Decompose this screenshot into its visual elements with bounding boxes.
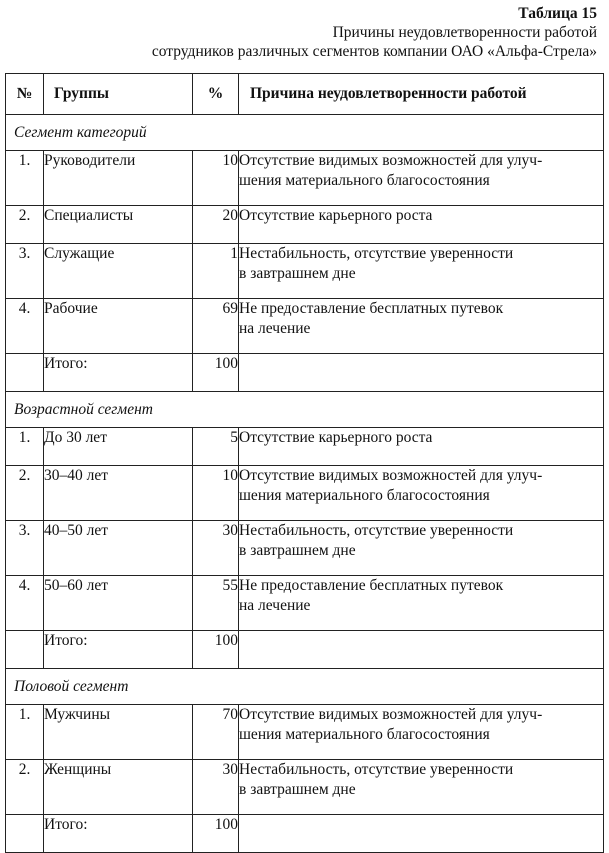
reason-line: Отсутствие видимых возможностей для улуч- (239, 467, 543, 484)
row-reason (239, 206, 604, 244)
row-number-empty (6, 631, 44, 669)
total-label: Итого: (44, 631, 193, 669)
row-number: 2. (6, 466, 44, 521)
header-percent: % (193, 74, 239, 115)
row-number: 3. (6, 521, 44, 576)
row-reason (239, 244, 604, 299)
header-groups: Группы (44, 74, 193, 115)
reason-line: шения материального благосостояния (239, 487, 490, 504)
row-group: 30–40 лет (44, 466, 193, 521)
row-reason (239, 760, 604, 815)
total-row (6, 354, 604, 392)
row-percent: 1 (193, 244, 239, 299)
total-value: 100 (193, 354, 239, 392)
total-value: 100 (193, 631, 239, 669)
reason-line: в завтрашнем дне (239, 781, 356, 798)
row-percent: 5 (193, 428, 239, 466)
row-reason (239, 466, 604, 521)
reason-line: Нестабильность, отсутствие уверенности (239, 522, 514, 539)
row-group: Рабочие (44, 299, 193, 354)
row-percent: 20 (193, 206, 239, 244)
dissatisfaction-table (5, 73, 604, 853)
row-reason (239, 576, 604, 631)
table-row (6, 299, 604, 354)
table-header-row (6, 74, 604, 115)
header-number: № (6, 74, 44, 115)
table-title-line-1: Причины неудовлетворенности работой (332, 24, 597, 41)
table-row (6, 428, 604, 466)
total-label: Итого: (44, 354, 193, 392)
reason-line: шения материального благосостояния (239, 726, 490, 743)
reason-line: в завтрашнем дне (239, 265, 356, 282)
row-reason (239, 151, 604, 206)
table-row (6, 576, 604, 631)
reason-line: в завтрашнем дне (239, 542, 356, 559)
row-group: Руководители (44, 151, 193, 206)
reason-line: Нестабильность, отсутствие уверенности (239, 761, 514, 778)
reason-line: шения материального благосостояния (239, 172, 490, 189)
row-reason-empty (239, 631, 604, 669)
reason-line: на лечение (239, 320, 311, 337)
row-reason (239, 521, 604, 576)
total-value: 100 (193, 815, 239, 853)
row-reason (239, 705, 604, 760)
row-group: До 30 лет (44, 428, 193, 466)
row-group: 40–50 лет (44, 521, 193, 576)
row-percent: 30 (193, 521, 239, 576)
segment-title: Возрастной сегмент (6, 392, 604, 428)
row-group: Специалисты (44, 206, 193, 244)
table-row (6, 151, 604, 206)
row-reason (239, 299, 604, 354)
header-reason: Причина неудовлетворенности работой (239, 74, 604, 115)
row-number: 4. (6, 576, 44, 631)
total-label: Итого: (44, 815, 193, 853)
reason-line: Не предоставление бесплатных путевок (239, 577, 504, 594)
reason-line: Отсутствие карьерного роста (239, 207, 433, 224)
row-reason-empty (239, 354, 604, 392)
reason-line: Отсутствие видимых возможностей для улуч- (239, 152, 543, 169)
total-row (6, 815, 604, 853)
row-percent: 10 (193, 466, 239, 521)
row-number: 4. (6, 299, 44, 354)
table-row (6, 705, 604, 760)
segment-header-age (6, 392, 604, 428)
row-number: 2. (6, 206, 44, 244)
table-row (6, 521, 604, 576)
row-group: Служащие (44, 244, 193, 299)
reason-line: Не предоставление бесплатных путевок (239, 300, 504, 317)
row-percent: 70 (193, 705, 239, 760)
reason-line: на лечение (239, 597, 311, 614)
row-percent: 69 (193, 299, 239, 354)
table-row (6, 244, 604, 299)
row-number: 3. (6, 244, 44, 299)
row-number: 1. (6, 705, 44, 760)
row-percent: 55 (193, 576, 239, 631)
row-reason (239, 428, 604, 466)
segment-header-categories (6, 115, 604, 151)
segment-title: Сегмент категорий (6, 115, 604, 151)
table-number: Таблица 15 (518, 5, 597, 22)
row-percent: 10 (193, 151, 239, 206)
row-number-empty (6, 354, 44, 392)
row-number-empty (6, 815, 44, 853)
row-reason-empty (239, 815, 604, 853)
row-group: Женщины (44, 760, 193, 815)
total-row (6, 631, 604, 669)
table-title-line-2: сотрудников различных сегментов компании ОАО «Альфа-Стрела» (151, 43, 597, 60)
table-row (6, 466, 604, 521)
table-row (6, 760, 604, 815)
row-percent: 30 (193, 760, 239, 815)
row-number: 1. (6, 151, 44, 206)
row-number: 2. (6, 760, 44, 815)
row-number: 1. (6, 428, 44, 466)
reason-line: Нестабильность, отсутствие уверенности (239, 245, 514, 262)
table-caption (152, 4, 597, 61)
reason-line: Отсутствие карьерного роста (239, 429, 433, 446)
row-group: Мужчины (44, 705, 193, 760)
row-group: 50–60 лет (44, 576, 193, 631)
segment-header-gender (6, 669, 604, 705)
segment-title: Половой сегмент (6, 669, 604, 705)
table-row (6, 206, 604, 244)
reason-line: Отсутствие видимых возможностей для улуч- (239, 706, 543, 723)
